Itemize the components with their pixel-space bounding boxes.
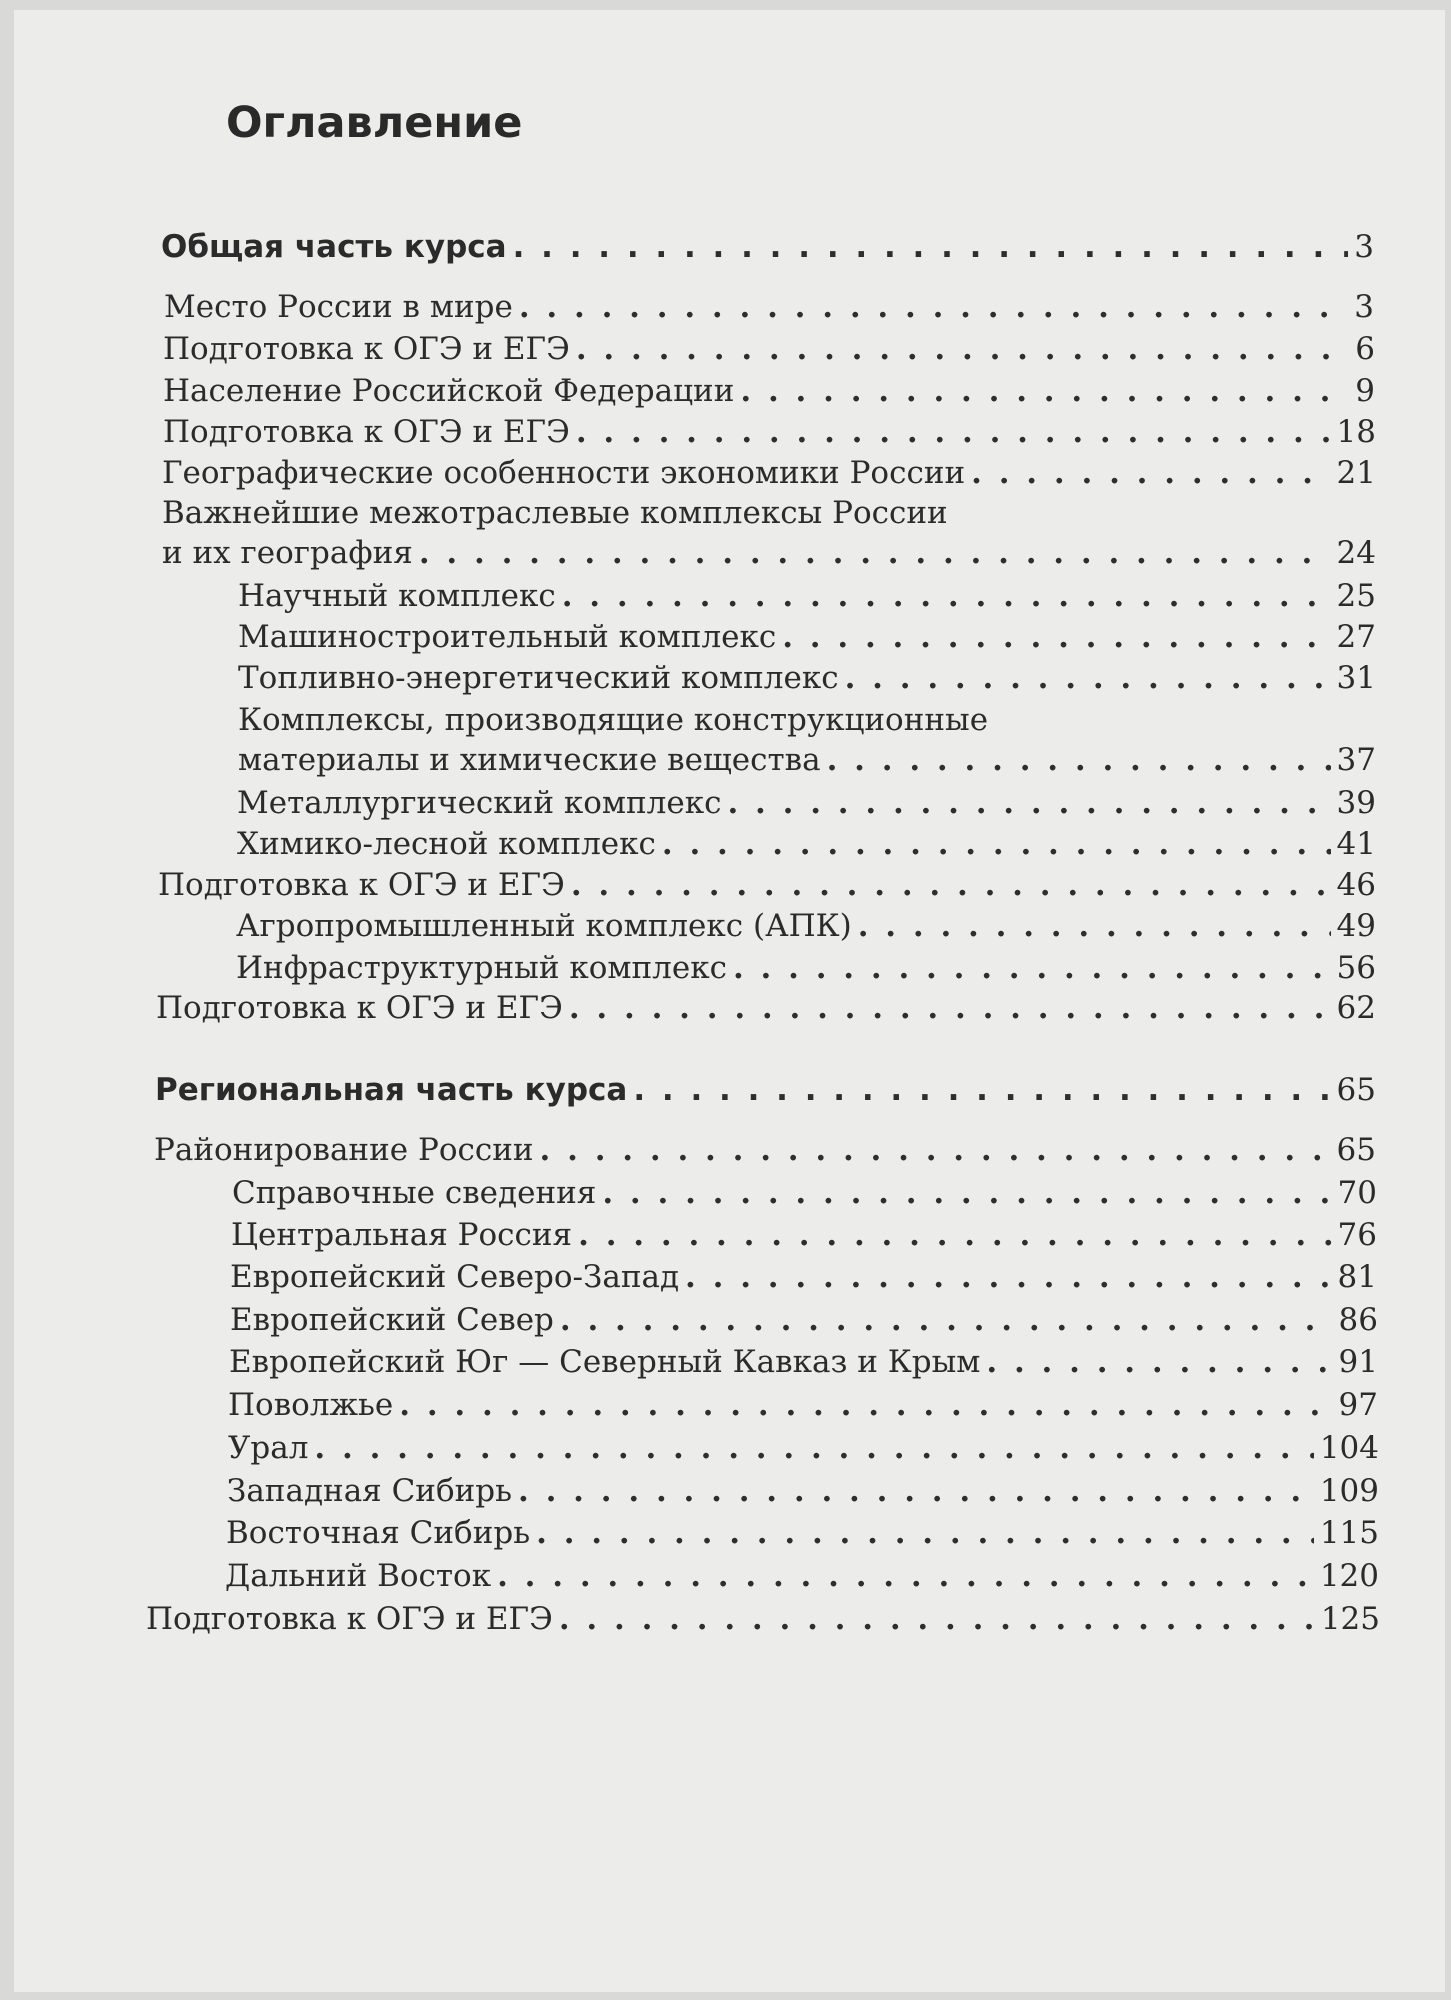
leader-dots: [497, 1558, 1314, 1594]
toc-page-number: 65: [1336, 1072, 1376, 1108]
toc-page-number: 62: [1336, 990, 1376, 1026]
leader-dots: [569, 990, 1331, 1026]
toc-page-number: 104: [1319, 1430, 1379, 1466]
toc-section-label: Общая часть курса: [161, 229, 507, 265]
toc-subentry-row[interactable]: [225, 1558, 1379, 1594]
page-title: Оглавление: [226, 98, 523, 148]
toc-subentry-row[interactable]: [238, 578, 1376, 614]
toc-entry-label: и их география: [162, 535, 413, 571]
leader-dots: [562, 578, 1331, 614]
leader-dots: [633, 1072, 1330, 1108]
toc-entry-label: материалы и химические вещества: [238, 742, 821, 778]
toc-entry-label: Топливно-энергетический комплекс: [238, 660, 839, 696]
toc-subentry-row[interactable]: [229, 1344, 1378, 1380]
toc-entry-label: Население Российской Федерации: [163, 373, 735, 409]
toc-entry-label: Подготовка к ОГЭ и ЕГЭ: [163, 331, 570, 367]
toc-subentry-row[interactable]: [236, 908, 1376, 944]
toc-page-number: 70: [1337, 1175, 1377, 1211]
toc-entry-row[interactable]: [163, 331, 1375, 367]
toc-entry-label: Металлургический комплекс: [237, 785, 722, 821]
toc-page-number: 91: [1338, 1344, 1378, 1380]
toc-entry-label: Восточная Сибирь: [226, 1515, 531, 1551]
toc-entry-label: Химико-лесной комплекс: [237, 826, 656, 862]
toc-subentry-row[interactable]: [230, 1259, 1377, 1295]
toc-subentry-row[interactable]: [237, 785, 1376, 821]
toc-page-number: 86: [1338, 1302, 1378, 1338]
toc-page-number: 115: [1319, 1515, 1379, 1551]
leader-dots: [858, 908, 1331, 944]
toc-entry-label: Западная Сибирь: [227, 1473, 513, 1509]
toc-page-number: 81: [1337, 1259, 1377, 1295]
toc-subentry-row[interactable]: [232, 1175, 1377, 1211]
toc-entry-row[interactable]: [146, 1601, 1380, 1637]
toc-page-number: 21: [1336, 455, 1376, 491]
leader-dots: [536, 1515, 1314, 1551]
toc-entry-row[interactable]: [163, 414, 1376, 450]
toc-entry-label: Подготовка к ОГЭ и ЕГЭ: [146, 1601, 553, 1637]
leader-dots: [733, 950, 1331, 986]
toc-entry-label-line1: Комплексы, производящие конструкционные: [238, 702, 989, 738]
leader-dots: [727, 785, 1330, 821]
toc-page-number: 125: [1320, 1601, 1380, 1637]
toc-entry-label: Дальний Восток: [225, 1558, 492, 1594]
toc-section-row[interactable]: [161, 229, 1374, 265]
toc-page-number: 3: [1354, 229, 1374, 265]
leader-dots: [971, 455, 1330, 491]
leader-dots: [518, 1473, 1314, 1509]
leader-dots: [782, 619, 1330, 655]
toc-entry-label: Научный комплекс: [238, 578, 556, 614]
leader-dots: [986, 1344, 1332, 1380]
toc-subentry-row[interactable]: [237, 826, 1376, 862]
toc-page-number: 46: [1336, 867, 1376, 903]
toc-page-number: 9: [1355, 373, 1375, 409]
toc-page-number: 39: [1336, 785, 1376, 821]
toc-entry-label: Европейский Север: [230, 1302, 554, 1338]
toc-subentry-row[interactable]: [238, 742, 1376, 778]
leader-dots: [519, 289, 1348, 325]
toc-subentry-row[interactable]: [231, 1217, 1377, 1253]
toc-entry-label: Урал: [228, 1430, 309, 1466]
leader-dots: [399, 1387, 1332, 1423]
toc-page-number: 41: [1336, 826, 1376, 862]
leader-dots: [740, 373, 1349, 409]
leader-dots: [845, 660, 1331, 696]
toc-entry-row[interactable]: [162, 535, 1376, 571]
toc-entry-label: Подготовка к ОГЭ и ЕГЭ: [163, 414, 570, 450]
toc-subentry-row[interactable]: [238, 660, 1376, 696]
toc-entry-label: Районирование России: [154, 1132, 534, 1168]
toc-entry-label: Европейский Северо-Запад: [230, 1259, 680, 1295]
leader-dots: [602, 1175, 1331, 1211]
leader-dots: [314, 1430, 1313, 1466]
toc-page-number: 97: [1338, 1387, 1378, 1423]
leader-dots: [827, 742, 1331, 778]
leader-dots: [571, 867, 1331, 903]
toc-entry-row[interactable]: [162, 455, 1376, 491]
leader-dots: [513, 229, 1349, 265]
toc-entry-label: Европейский Юг — Северный Кавказ и Крым: [229, 1344, 981, 1380]
toc-page-number: 37: [1336, 742, 1376, 778]
toc-entry-label: Центральная Россия: [231, 1217, 573, 1253]
toc-page-number: 27: [1336, 619, 1376, 655]
toc-entry-label: Машиностроительный комплекс: [238, 619, 777, 655]
toc-entry-row[interactable]: [156, 990, 1376, 1026]
leader-dots: [560, 1302, 1333, 1338]
toc-entry-row[interactable]: [158, 867, 1376, 903]
toc-subentry-row[interactable]: [226, 1515, 1379, 1551]
leader-dots: [576, 414, 1331, 450]
leader-dots: [662, 826, 1331, 862]
leader-dots: [576, 331, 1349, 367]
toc-entry-row[interactable]: [163, 373, 1375, 409]
toc-subentry-row[interactable]: [236, 950, 1376, 986]
toc-entry-label: Географические особенности экономики России: [162, 455, 966, 491]
leader-dots: [685, 1259, 1332, 1295]
toc-page-number: 3: [1354, 289, 1374, 325]
toc-page-number: 18: [1336, 414, 1376, 450]
leader-dots: [540, 1132, 1331, 1168]
toc-entry-label: Поволжье: [228, 1387, 394, 1423]
toc-entry-label: Агропромышленный комплекс (АПК): [236, 908, 852, 944]
toc-entry-label: Место России в мире: [164, 289, 513, 325]
toc-subentry-row[interactable]: [228, 1387, 1378, 1423]
leader-dots: [578, 1217, 1331, 1253]
toc-page-number: 24: [1336, 535, 1376, 571]
toc-subentry-row[interactable]: [228, 1430, 1379, 1466]
toc-page-number: 25: [1336, 578, 1376, 614]
toc-entry-row[interactable]: [154, 1132, 1376, 1168]
toc-entry-label: Подготовка к ОГЭ и ЕГЭ: [156, 990, 563, 1026]
toc-entry-label: Справочные сведения: [232, 1175, 597, 1211]
toc-page-number: 49: [1336, 908, 1376, 944]
toc-section-row[interactable]: [155, 1072, 1376, 1108]
toc-section-label: Региональная часть курса: [155, 1072, 628, 1108]
toc-entry-label-line1: Важнейшие межотраслевые комплексы России: [162, 495, 948, 531]
toc-page-number: 65: [1336, 1132, 1376, 1168]
toc-page-number: 6: [1355, 331, 1375, 367]
toc-page-number: 31: [1336, 660, 1376, 696]
toc-entry-row[interactable]: [164, 289, 1374, 325]
leader-dots: [419, 535, 1331, 571]
toc-subentry-row[interactable]: [230, 1302, 1378, 1338]
toc-subentry-row[interactable]: [227, 1473, 1379, 1509]
toc-page-number: 109: [1319, 1473, 1379, 1509]
toc-page-number: 56: [1336, 950, 1376, 986]
leader-dots: [559, 1601, 1315, 1637]
toc-page-number: 76: [1337, 1217, 1377, 1253]
toc-page-number: 120: [1319, 1558, 1379, 1594]
toc-entry-label: Подготовка к ОГЭ и ЕГЭ: [158, 867, 565, 903]
toc-entry-label: Инфраструктурный комплекс: [236, 950, 727, 986]
toc-subentry-row[interactable]: [238, 619, 1376, 655]
